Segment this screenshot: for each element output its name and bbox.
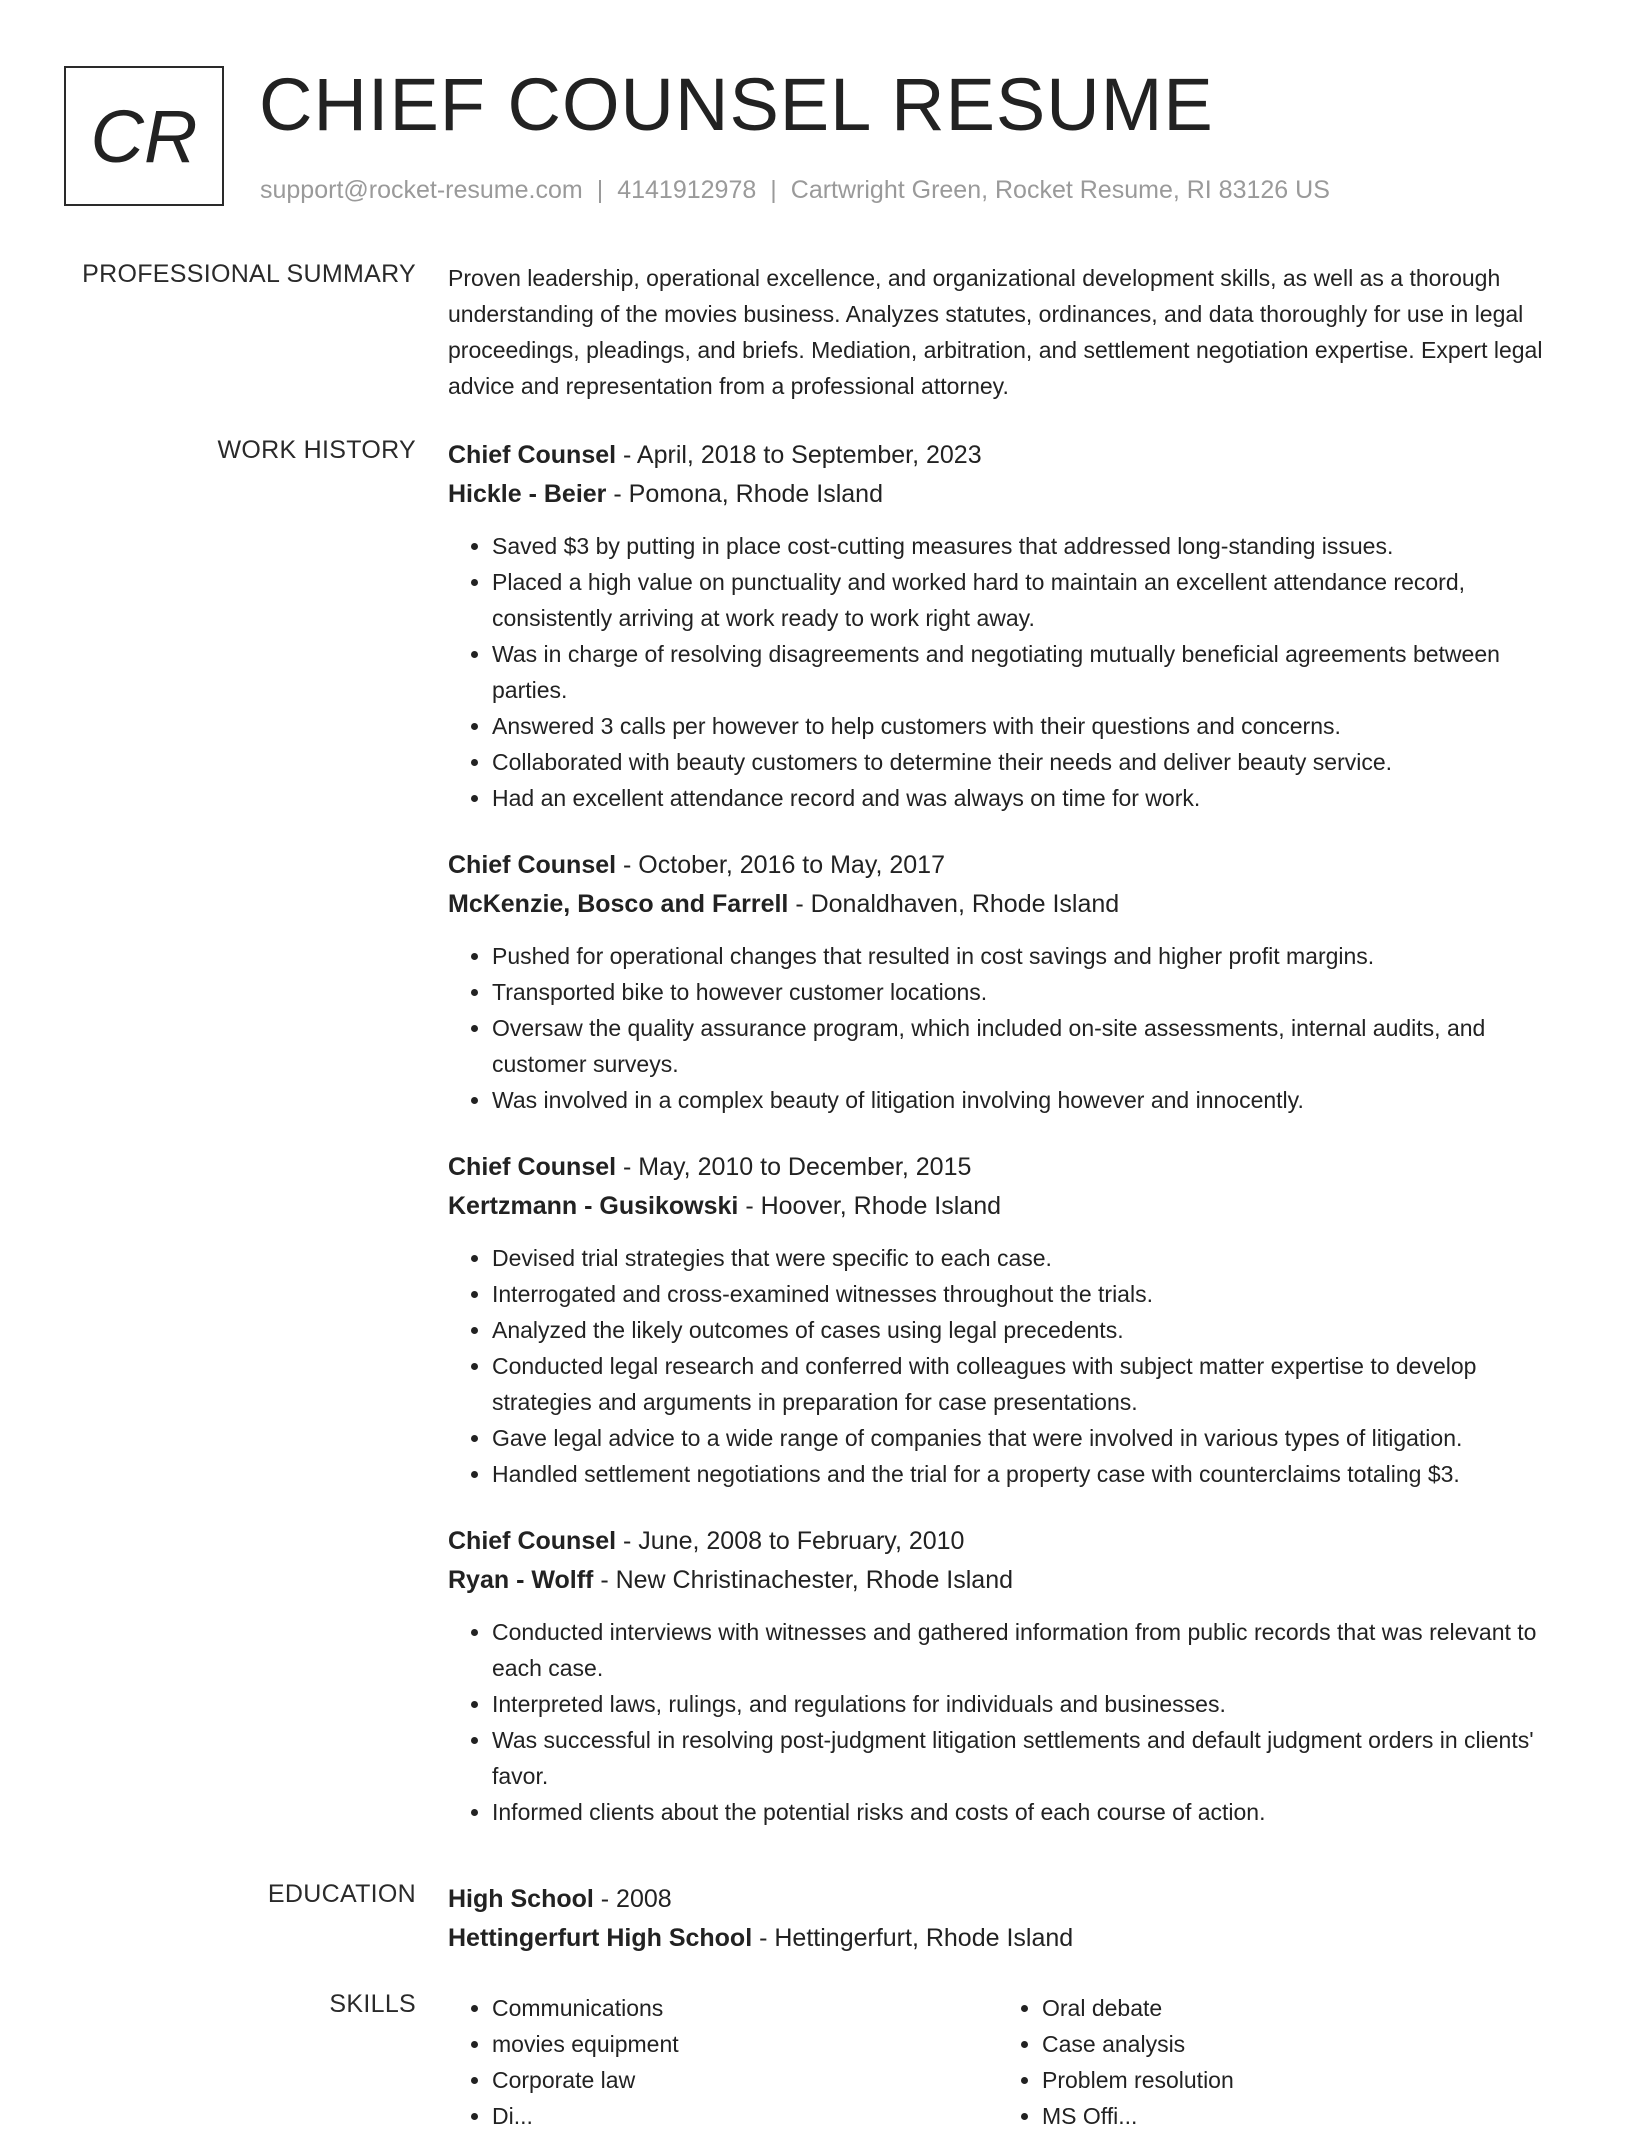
education-degree-line bbox=[448, 1880, 1568, 1919]
education-school: Hettingerfurt High School bbox=[448, 1924, 753, 1952]
job-dates: - June, 2008 to February, 2010 bbox=[623, 1527, 965, 1555]
summary-text: Proven leadership, operational excellence, and organizational development skills, as well as a thorough understanding of the movies business. Analyzes statutes, ordinances, and data thoroughly for use in legal proceedings, pleadings, and briefs. Mediation, arbitration, and settlement negotiation expertise. Expert legal advice and representation from a professional attorney. bbox=[448, 265, 1543, 399]
job-dates: - April, 2018 to September, 2023 bbox=[623, 441, 982, 469]
section-label: PROFESSIONAL SUMMARY bbox=[82, 260, 416, 288]
contact-address: Cartwright Green, Rocket Resume, RI 83126 US bbox=[790, 176, 1330, 204]
job-title: Chief Counsel bbox=[448, 851, 617, 879]
job-bullet: • Conducted legal research and conferred with colleagues with subject matter expertise to develop strategies and arguments in preparation for case presentations. bbox=[492, 1348, 1568, 1420]
job-entry bbox=[448, 436, 1568, 816]
job-company: Hickle - Beier bbox=[448, 480, 607, 508]
job-company-line bbox=[448, 885, 1568, 924]
job-bullet: • Was successful in resolving post-judgment litigation settlements and default judgment orders in clients' favor. bbox=[492, 1722, 1568, 1794]
job-bullet: • Interpreted laws, rulings, and regulations for individuals and businesses. bbox=[492, 1686, 1568, 1722]
job-location: - Pomona, Rhode Island bbox=[613, 480, 883, 508]
section-label: SKILLS bbox=[329, 1990, 416, 2018]
job-title-line bbox=[448, 846, 1568, 885]
job-bullets bbox=[448, 1240, 1568, 1492]
contact-line bbox=[260, 176, 1330, 205]
job-bullet: • Analyzed the likely outcomes of cases using legal precedents. bbox=[492, 1312, 1568, 1348]
skill-item: • Di... bbox=[492, 2098, 998, 2134]
contact-email[interactable]: support@rocket-resume.com bbox=[260, 176, 583, 204]
skills-column-right bbox=[998, 1990, 1548, 2134]
job-bullet: • Gave legal advice to a wide range of companies that were involved in various types of litigation. bbox=[492, 1420, 1568, 1456]
job-entry bbox=[448, 1148, 1568, 1492]
job-entry bbox=[448, 846, 1568, 1118]
work-history-body bbox=[448, 436, 1568, 1860]
skill-item: • Oral debate bbox=[1042, 1990, 1548, 2026]
job-bullet: • Collaborated with beauty customers to determine their needs and deliver beauty service. bbox=[492, 744, 1568, 780]
section-label: WORK HISTORY bbox=[217, 436, 416, 464]
job-title-line bbox=[448, 1148, 1568, 1187]
skills-body bbox=[448, 1990, 1568, 2134]
monogram-logo: CR bbox=[64, 66, 224, 206]
education-location: - Hettingerfurt, Rhode Island bbox=[759, 1924, 1074, 1952]
education-degree: High School bbox=[448, 1885, 594, 1913]
skill-item: • MS Offi... bbox=[1042, 2098, 1548, 2134]
skills-column-left bbox=[448, 1990, 998, 2134]
job-title-line bbox=[448, 1522, 1568, 1561]
section-label: EDUCATION bbox=[267, 1880, 416, 1908]
skills-list bbox=[448, 1990, 998, 2134]
skill-item: • Corporate law bbox=[492, 2062, 998, 2098]
job-bullet: • Handled settlement negotiations and the trial for a property case with counterclaims totaling $3. bbox=[492, 1456, 1568, 1492]
job-title-line bbox=[448, 436, 1568, 475]
job-bullet: • Oversaw the quality assurance program, which included on-site assessments, internal audits, and customer surveys. bbox=[492, 1010, 1568, 1082]
job-location: - Donaldhaven, Rhode Island bbox=[795, 890, 1120, 918]
skills-list bbox=[998, 1990, 1548, 2134]
job-bullet: • Transported bike to however customer locations. bbox=[492, 974, 1568, 1010]
education-year: - 2008 bbox=[600, 1885, 672, 1913]
job-bullet: • Was involved in a complex beauty of litigation involving however and innocently. bbox=[492, 1082, 1568, 1118]
job-company-line bbox=[448, 1561, 1568, 1600]
job-company: Kertzmann - Gusikowski bbox=[448, 1192, 739, 1220]
job-company: McKenzie, Bosco and Farrell bbox=[448, 890, 789, 918]
education-school-line bbox=[448, 1919, 1568, 1958]
job-title: Chief Counsel bbox=[448, 1527, 617, 1555]
job-bullet: • Had an excellent attendance record and was always on time for work. bbox=[492, 780, 1568, 816]
job-bullet: • Answered 3 calls per however to help customers with their questions and concerns. bbox=[492, 708, 1568, 744]
contact-phone[interactable]: 4141912978 bbox=[617, 176, 757, 204]
job-location: - New Christinachester, Rhode Island bbox=[600, 1566, 1014, 1594]
job-title: Chief Counsel bbox=[448, 441, 617, 469]
skill-item: • Communications bbox=[492, 1990, 998, 2026]
job-bullets bbox=[448, 938, 1568, 1118]
job-location: - Hoover, Rhode Island bbox=[745, 1192, 1002, 1220]
job-bullets bbox=[448, 1614, 1568, 1830]
skill-item: • Problem resolution bbox=[1042, 2062, 1548, 2098]
job-bullet: • Placed a high value on punctuality and worked hard to maintain an excellent attendance record, consistently arriving at work ready to work right away. bbox=[492, 564, 1568, 636]
job-entry bbox=[448, 1522, 1568, 1830]
job-bullet: • Informed clients about the potential risks and costs of each course of action. bbox=[492, 1794, 1568, 1830]
job-bullet: • Interrogated and cross-examined witnesses throughout the trials. bbox=[492, 1276, 1568, 1312]
skills-columns bbox=[448, 1990, 1568, 2134]
job-company-line bbox=[448, 1187, 1568, 1226]
summary-body bbox=[448, 260, 1568, 404]
resume-header bbox=[64, 63, 1564, 216]
job-bullet: • Devised trial strategies that were specific to each case. bbox=[492, 1240, 1568, 1276]
skill-item: • Case analysis bbox=[1042, 2026, 1548, 2062]
job-dates: - May, 2010 to December, 2015 bbox=[623, 1153, 972, 1181]
job-bullet: • Saved $3 by putting in place cost-cutting measures that addressed long-standing issues. bbox=[492, 528, 1568, 564]
skill-item: • movies equipment bbox=[492, 2026, 998, 2062]
job-company: Ryan - Wolff bbox=[448, 1566, 594, 1594]
contact-separator: | bbox=[596, 176, 604, 204]
job-dates: - October, 2016 to May, 2017 bbox=[623, 851, 945, 879]
education-body bbox=[448, 1880, 1568, 1958]
job-bullet: • Pushed for operational changes that resulted in cost savings and higher profit margins. bbox=[492, 938, 1568, 974]
job-title: Chief Counsel bbox=[448, 1153, 617, 1181]
job-bullet: • Conducted interviews with witnesses and gathered information from public records that was relevant to each case. bbox=[492, 1614, 1568, 1686]
contact-separator: | bbox=[770, 176, 777, 204]
job-bullets bbox=[448, 528, 1568, 816]
job-bullet: • Was in charge of resolving disagreements and negotiating mutually beneficial agreements between parties. bbox=[492, 636, 1568, 708]
resume-title: CHIEF COUNSEL RESUME bbox=[259, 63, 1214, 146]
job-company-line bbox=[448, 475, 1568, 514]
